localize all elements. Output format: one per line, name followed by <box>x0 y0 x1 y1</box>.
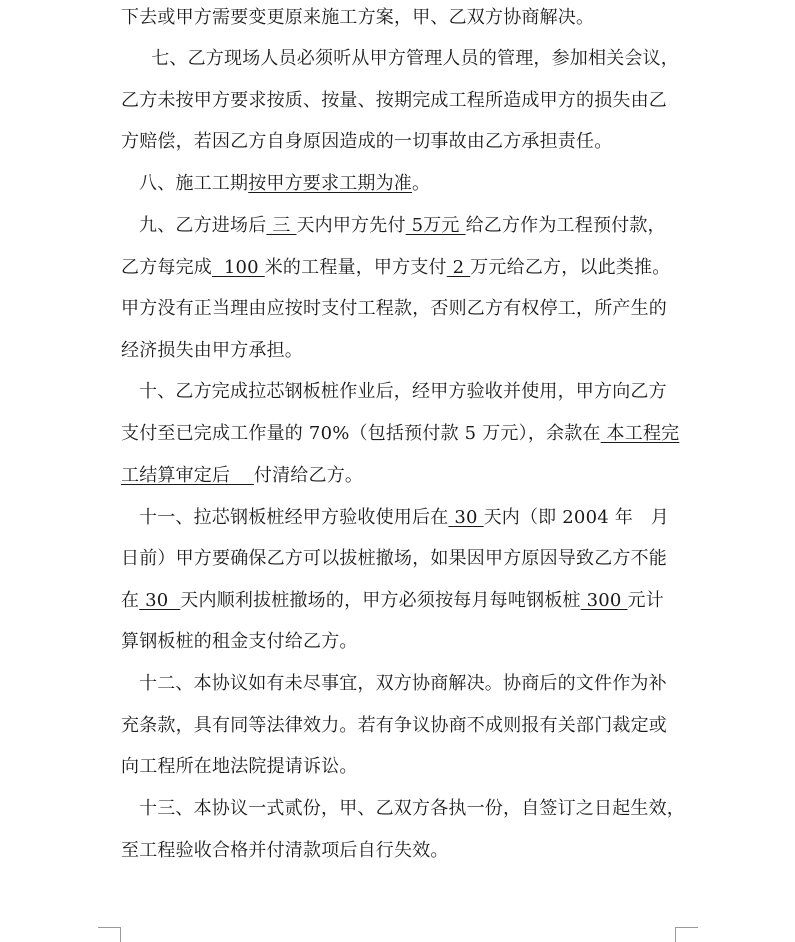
text-line <box>133 44 679 74</box>
text-line <box>121 836 449 866</box>
text-segment: 乙方每完成 <box>121 257 212 278</box>
text-segment: 米的工程量，甲方支付 <box>264 257 447 278</box>
text-line <box>121 253 670 283</box>
text-segment: 九、乙方进场后 <box>139 215 267 236</box>
text-segment: 十二、本协议如有未尽事宜，双方协商解决。协商后的文件作为补 <box>139 673 667 694</box>
text-segment: 甲方没有正当理由应按时支付工程款，否则乙方有权停工，所产生的 <box>121 298 667 319</box>
text-line <box>139 211 666 241</box>
text-segment: 付清给乙方。 <box>253 465 364 486</box>
text-segment: 十一、拉芯钢板桩经甲方验收使用后在 <box>139 507 449 528</box>
text-segment: 日前）甲方要确保乙方可以拔桩撤场，如果因甲方原因导致乙方不能 <box>121 548 667 569</box>
text-line <box>121 86 667 116</box>
underlined-fill-in: 三 <box>266 215 297 236</box>
text-segment: 天内（即 2004 年 月 <box>483 507 669 528</box>
underlined-fill-in: 本工程完 <box>600 423 680 444</box>
text-line <box>121 586 664 616</box>
text-segment: 十三、本协议一式贰份，甲、乙双方各执一份，自签订之日起生效， <box>139 798 685 819</box>
text-line <box>139 377 667 407</box>
text-line <box>121 711 667 741</box>
text-segment: 支付至已完成工作量的 70%（包括预付款 5 万元），余款在 <box>121 423 601 444</box>
text-line <box>139 794 685 824</box>
text-line <box>121 752 358 782</box>
underlined-fill-in: 按甲方要求工期为准 <box>248 173 413 194</box>
text-segment: 在 <box>121 590 140 611</box>
text-segment: 乙方未按甲方要求按质、按量、按期完成工程所造成甲方的损失由乙 <box>121 90 667 111</box>
text-segment: 七、乙方现场人员必须听从甲方管理人员的管理，参加相关会议， <box>133 48 679 69</box>
underlined-fill-in: 工结算审定后 <box>121 465 254 486</box>
underlined-fill-in: 300 <box>580 590 628 611</box>
text-segment: 万元给乙方，以此类推。 <box>470 257 671 278</box>
page-corner-mark-right <box>675 927 698 942</box>
text-segment: 十、乙方完成拉芯钢板桩作业后，经甲方验收并使用，甲方向乙方 <box>139 381 667 402</box>
text-line <box>121 544 667 574</box>
text-line <box>139 503 669 533</box>
text-line <box>121 336 303 366</box>
text-segment: 算钢板桩的租金支付给乙方。 <box>121 631 358 652</box>
text-segment: 元计 <box>627 590 664 611</box>
text-line <box>121 419 679 449</box>
text-segment: 天内甲方先付 <box>296 215 406 236</box>
page-corner-mark-left <box>98 927 121 942</box>
text-segment: 八、施工工期 <box>139 173 249 194</box>
underlined-fill-in: 2 <box>446 257 471 278</box>
text-segment: 向工程所在地法院提请诉讼。 <box>121 756 358 777</box>
text-segment: 天内顺利拔桩撤场的，甲方必须按每月每吨钢板桩 <box>180 590 581 611</box>
text-segment: 。 <box>412 173 431 194</box>
text-segment: 至工程验收合格并付清款项后自行失效。 <box>121 840 449 861</box>
text-line <box>139 669 667 699</box>
text-segment: 方赔偿，若因乙方自身原因造成的一切事故由乙方承担责任。 <box>121 131 613 152</box>
text-line <box>121 294 667 324</box>
text-line <box>121 127 612 157</box>
text-segment: 经济损失由甲方承担。 <box>121 340 303 361</box>
underlined-fill-in: 100 <box>212 257 265 278</box>
underlined-fill-in: 30 <box>448 507 484 528</box>
underlined-fill-in: 5万元 <box>405 215 466 236</box>
text-line <box>121 627 358 657</box>
text-segment: 给乙方作为工程预付款， <box>465 215 666 236</box>
text-line <box>121 3 594 33</box>
text-line <box>121 461 363 491</box>
underlined-fill-in: 30 <box>139 590 181 611</box>
text-segment: 充条款，具有同等法律效力。若有争议协商不成则报有关部门裁定或 <box>121 715 667 736</box>
text-segment: 下去或甲方需要变更原来施工方案，甲、乙双方协商解决。 <box>121 7 595 28</box>
text-line <box>139 169 430 199</box>
